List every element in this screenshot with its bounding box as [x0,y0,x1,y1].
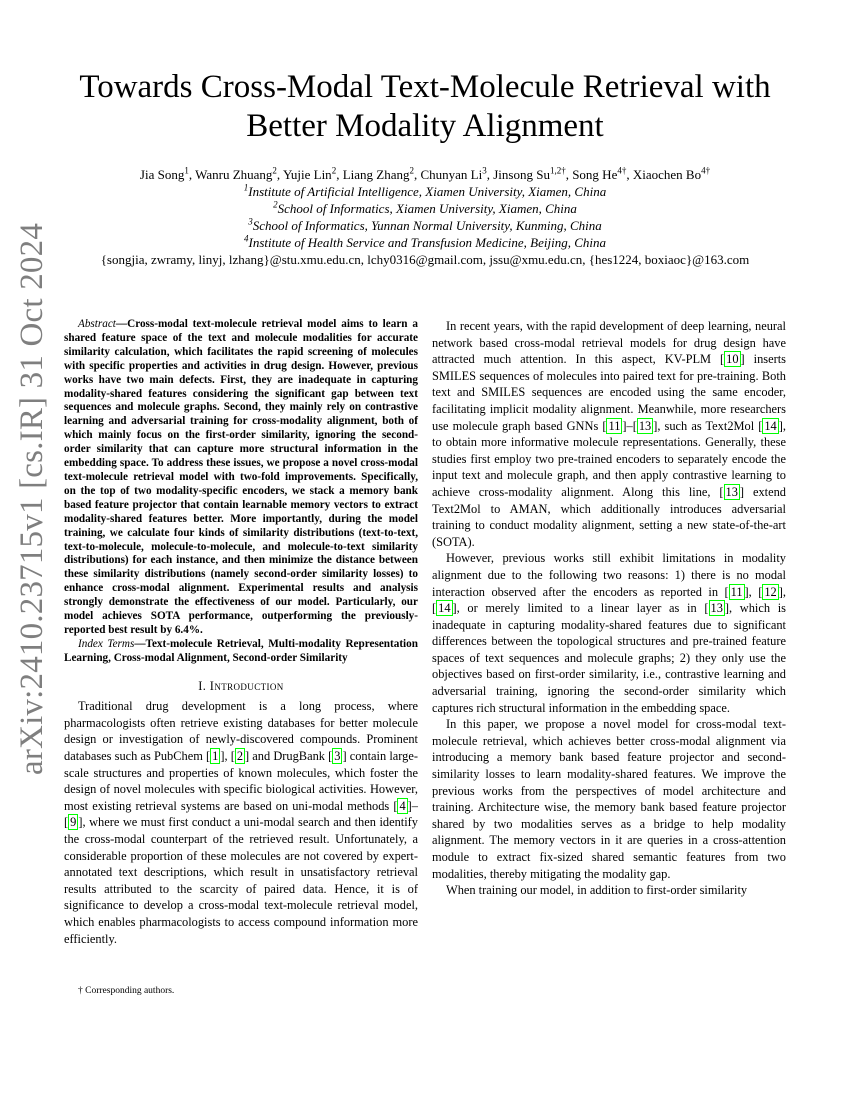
author: Song $He^{4\dagger}$ [572,165,627,182]
author-list: Jia Song$^1$, Wanru Zhuang$^2$, Yujie Lin$^2$, Liang Zhang$^2$, Chunyan Li$^3$, Jinsong $Su^{1,2\dagger}$, Song $He^{4\dagger}$, Xiaochen $Bo^{4\dagger}$ [139,165,711,182]
index-terms-label: Index Terms [78,637,135,650]
citation-link[interactable]: 11 [608,418,621,433]
citation-link[interactable]: 14 [764,418,777,433]
citation-link[interactable]: 10 [726,352,739,367]
footnote-corresponding-authors: † Corresponding authors. [78,986,175,996]
citation-link[interactable]: 13 [725,484,738,499]
index-terms [64,638,418,666]
citation-link[interactable]: 12 [764,584,777,599]
author-emails: {songjia, zwramy, linyj, lzhang}@stu.xmu.edu.cn, lchy0316@gmail.com, jssu@xmu.edu.cn, {hes1224, boxiaoc}@163.com [100,252,750,267]
intro-paragraph-3: However, previous works still exhibit limitations in modality alignment due to the following two reasons: 1) there is no modal interaction observed after the encoders as reported in [ 11 ], [ 12 ], [ 14 ], or merely limited to a linear layer as in [ 13 ], which is inadequate in capturing modality-shared features due to significant differences between the topological structures and pre-trained feature spaces of text sequences and molecule graphs; 2) they only use the objectives based on first-order similarity, i.e., contrastive learning and adversarial training, ignoring the second-order similarity which captures rich structural information in the embedding space. [432,551,787,715]
affiliation: $^3$School of Informatics, Yunnan Normal University, Kunming, China [248,216,602,233]
intro-paragraph-2: In recent years, with the rapid development of deep learning, neural network based cross-modal retrieval models for drug design have attracted much attention. In this aspect, KV-PLM [ 10 ] inserts SMILES sequences of molecules into paired text for pre-training. Both text and SMILES sequences are encoded using the same encoder, facilitating implicit modality alignment. Meanwhile, more researchers use molecule graph based GNNs [ 11 ]–[ 13 ], such as Text2Mol [ 14 ], to obtain more informative molecule representations. Generally, these studies first employ two pre-trained encoders to separately encode the input text and molecule graph, and then apply contrastive learning to achieve cross-modality alignment. Along this line, [ 13 ] extend Text2Mol to AMAN, which additionally introduces adversarial training to conduct modality alignment, setting a new state-of-the-art (SOTA). [432,319,786,549]
right-column [432,318,786,899]
citation-link[interactable]: 2 [236,749,244,764]
author: Jinsong $Su^{1,2\dagger}$ [493,165,566,182]
citation-link[interactable]: 1 [212,749,219,764]
author-block [40,166,810,268]
intro-paragraph-1: Traditional drug development is a long process, where pharmacologists often retrieve existing databases for better molecule design or investigation of newly-discovered compounds. Prominent databases such as PubChem [ 1 ], [ 2 ] and DrugBank [ 3 ] contain large-scale structures and properties of known molecules, which foster the design of novel molecules with specific biological activities. However, most existing retrieval systems are based on uni-modal methods [ 4 ]–[ 9 ], where we must first conduct a uni-modal search and then identify the cross-modal counterpart of the retrieved result. Unfortunately, a considerable proportion of these molecules are not covered by expert-annotated text descriptions, which result in unsatisfactory retrieval results attributed to the scarcity of paired data. Hence, it is of significance to develop a cross-modal text-molecule retrieval model, which enables pharmacologists to access compound information more efficiently. [64,699,418,946]
citation-link[interactable]: 13 [710,601,723,616]
abstract-text: —Cross-modal text-molecule retrieval model aims to learn a shared feature space of the text and molecule modalities for accurate similarity calculation, which facilitates the rapid screening of molecules with specific properties and activities in drug design. However, previous works have two main defects. First, they are inadequate in capturing modality-shared features considering the significant gap between text sequences and molecule graphs. Second, they mainly rely on contrastive learning and adversarial training for cross-modality alignment, both of which mainly focus on the first-order similarity, ignoring the second-order similarity that can capture more structural information in the embedding space. To address these issues, we propose a novel cross-modal text-molecule retrieval model with two-fold improvements. Specifically, on the top of two modality-specific encoders, we stack a memory bank based feature projector that contain learnable memory vectors to extract modality-shared features better. More importantly, during the model training, we calculate four kinds of similarity distributions (text-to-text, text-to-molecule, molecule-to-molecule, and molecule-to-text similarity distributions) for each instance, and then minimize the distance between these similarity distributions (namely second-order similarity losses) to enhance cross-modal alignment. Experimental results and analysis strongly demonstrate the effectiveness of our model. Particularly, our model achieves SOTA performance, outperforming the previously-reported best result by 6.4%. [64,318,418,636]
citation-link[interactable]: 3 [334,749,341,764]
index-terms-text: —Text-molecule Retrieval, Multi-modality Representation Learning, Cross-modal Alignment, Second-order Similarity [64,637,418,664]
citation-link[interactable]: 9 [70,815,77,830]
affiliation: $^4$Institute of Health Service and Transfusion Medicine, Beijing, China [244,233,606,250]
citation-link[interactable]: 11 [730,584,743,599]
citation-link[interactable]: 4 [399,798,406,813]
affiliation: $^1$Institute of Artificial Intelligence, Xiamen University, Xiamen, China [243,182,607,199]
author: Liang Zhang$^2$ [342,165,414,182]
author: Wanru Zhuang$^2$ [195,165,277,182]
author: Jia Song$^1$ [139,165,189,182]
affiliation: $^2$School of Informatics, Xiamen University, Xiamen, China [273,199,577,216]
author: Yujie Lin$^2$ [282,165,337,182]
abstract [64,318,418,638]
citation-link[interactable]: 13 [638,418,652,433]
intro-paragraph-4: In this paper, we propose a novel model for cross-modal text-molecule retrieval, which achieves better cross-modal alignment via introducing a memory bank based feature projector and second-similarity losses to learn modality-shared features. We improve the previous works from the perspectives of model architecture and training. Architecture wise, the memory bank based feature projector shared by two modalities serves as a bridge to help modality alignment. The memory vectors in it are queries in a cross-attention module to extract fix-sized shared semantic features from two modalities, thereby mitigating the modality gap. [432,717,786,881]
left-column [64,318,418,947]
intro-paragraph-5: When training our model, in addition to first-order similarity [446,883,748,898]
paper-title: Towards Cross-Modal Text-Molecule Retrieval with Better Modality Alignment [79,69,771,144]
section-heading-introduction: I. Introduction [198,678,284,693]
arxiv-identifier-stamp: arXiv:2410.23715v1 [cs.IR] 31 Oct 2024 [14,222,50,775]
author: Xiaochen $Bo^{4\dagger}$ [632,165,711,182]
abstract-label: Abstract [78,318,116,330]
citation-link[interactable]: 14 [438,601,451,616]
author: Chunyan Li$^3$ [420,165,487,182]
